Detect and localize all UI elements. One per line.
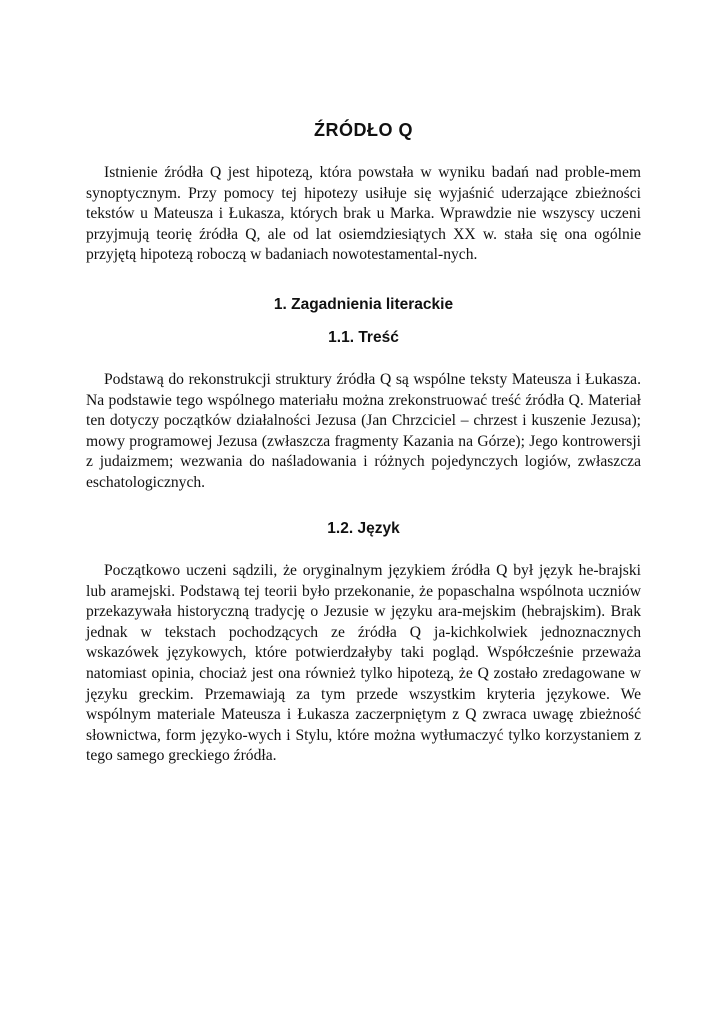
intro-paragraph: Istnienie źródła Q jest hipotezą, która powstała w wyniku badań nad proble-mem synoptycznym. Przy pomocy tej hipotezy usiłuje się wyjaśnić uderzające zbieżności tekstów u Mateusza i Łukasza, których brak u Marka. Wprawdzie nie wszyscy uczeni przyjmują teorię źródła Q, ale od lat osiemdziesiątych XX w. stała się ona ogólnie przyjętą hipotezą roboczą w badaniach nowotestamental-nych.	[86, 164, 641, 264]
section-heading-zagadnienia-literackie: 1. Zagadnienia literackie	[273, 296, 454, 313]
subsection-heading-jezyk: 1.2. Język	[327, 520, 400, 537]
subsection-heading-tresc: 1.1. Treść	[328, 329, 399, 346]
document-title: ŹRÓDŁO Q	[314, 120, 413, 140]
jezyk-paragraph: Początkowo uczeni sądzili, że oryginalnym językiem źródła Q był język he-brajski lub aramejski. Podstawą tej teorii było przekonanie, że popaschalna wspólnota uczniów przekazywała historyczną tradycję o Jezusie w języku ara-mejskim (hebrajskim). Brak jednak w tekstach pochodzących ze źródła Q ja-kichkolwiek jednoznacznych wskazówek językowych, które potwierdzałyby taki pogląd. Współcześnie przeważa natomiast opinia, chociaż jest ona również tylko hipotezą, że Q zostało zredagowane w języku greckim. Przemawiają za tym przede wszystkim kryteria językowe. We wspólnym materiale Mateusza i Łukasza zaczerpniętym z Q zwraca uwagę zbieżność słownictwa, form języko-wych i Stylu, które można wytłumaczyć tylko korzystaniem z tego samego greckiego źródła.	[86, 562, 641, 765]
tresc-paragraph: Podstawą do rekonstrukcji struktury źródła Q są wspólne teksty Mateusza i Łukasza. Na podstawie tego wspólnego materiału można zrekonstruować treść źródła Q. Materiał ten dotyczy początków działalności Jezusa (Jan Chrzciciel – chrzest i kuszenie Jezusa); mowy programowej Jezusa (zwłaszcza fragmenty Kazania na Górze); Jego kontrowersji z judaizmem; wezwania do naśladowania i różnych pojedynczych logiów, zwłaszcza eschatologicznych.	[86, 371, 641, 491]
